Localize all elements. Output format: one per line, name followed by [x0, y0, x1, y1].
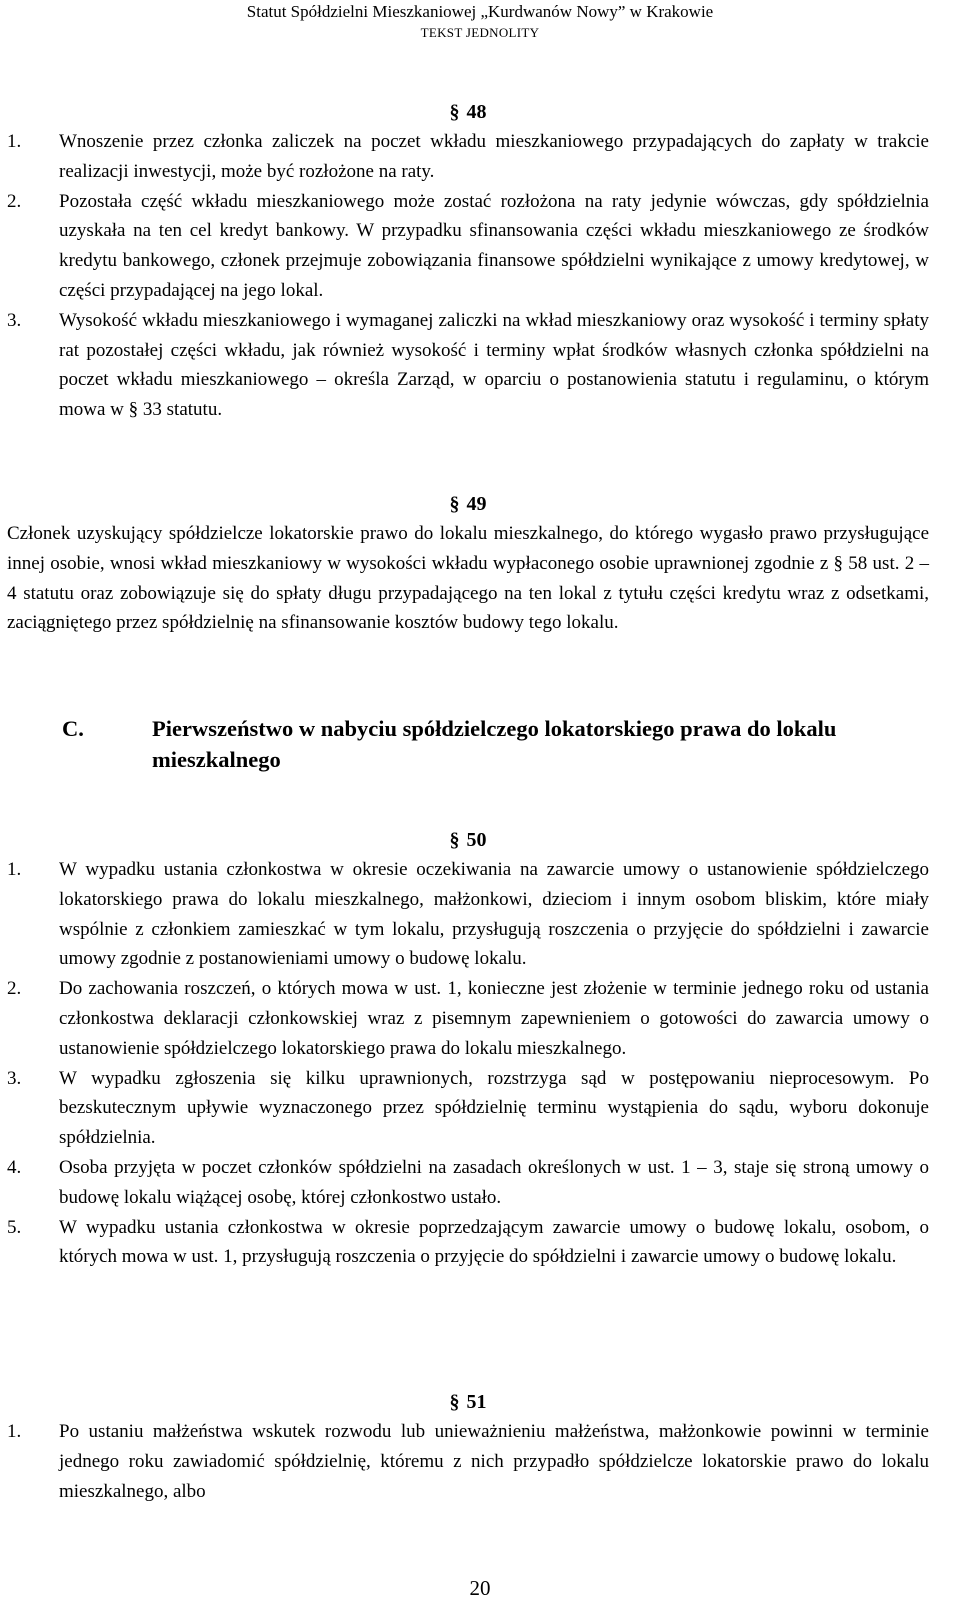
section-symbol: § — [449, 1391, 460, 1413]
item-number: 1. — [7, 1421, 22, 1442]
paragraph-49 — [7, 489, 929, 638]
item-list — [7, 1417, 929, 1506]
item-text: Do zachowania roszczeń, o których mowa w ust. 1, konieczne jest złożenie w terminie jednego roku od ustania członkostwa deklaracji członkowskiej wraz z pisemnym zapewnieniem o gotowości do zawarcia umowy o ustanowienie spółdzielczego lokatorskiego prawa do lokalu mieszkalnego. — [59, 978, 929, 1059]
item-number: 3. — [7, 1067, 22, 1089]
paragraph-text: Członek uzyskujący spółdzielcze lokatorskie prawo do lokalu mieszkalnego, do którego wygasło prawo przysługujące innej osobie, wnosi wkład mieszkaniowy w wysokości wkładu wypłaconego osobie uprawnionej zgodnie z § 58 ust. 2 – 4 statutu oraz zobowiązuje się do spłaty długu przypadającego na ten lokal z tytułu części kredytu wraz z odsetkami, zaciągniętego przez spółdzielnię na sfinansowanie kosztów budowy tego lokalu. — [7, 523, 929, 634]
item-number: 4. — [7, 1156, 22, 1178]
section-symbol: § — [449, 829, 460, 851]
section-title: Pierwszeństwo w nabyciu spółdzielczego lokatorskiego prawa do lokalu mieszkalnego — [152, 716, 837, 772]
item-text: Wysokość wkładu mieszkaniowego i wymaganej zaliczki na wkład mieszkaniowy oraz wysokość i terminy spłaty rat pozostałej części wkładu, jak również wysokość i terminy wpłat środków własnych członka spółdzielni na poczet wkładu mieszkaniowego – określa Zarząd, w oparciu o postanowienia statutu i regulaminu, o którym mowa w § 33 statutu. — [59, 309, 929, 421]
header-title: Statut Spółdzielni Mieszkaniowej „Kurdwanów Nowy” w Krakowie — [246, 2, 714, 21]
page-header — [0, 0, 960, 42]
item-text: Po ustaniu małżeństwa wskutek rozwodu lub unieważnieniu małżeństwa, małżonkowie powinni w terminie jednego roku zawiadomić spółdzielnię, któremu z nich przypadło spółdzielcze lokatorskie prawo do lokalu mieszkalnego, albo — [59, 1421, 929, 1502]
item-text: W wypadku zgłoszenia się kilku uprawnionych, rozstrzyga sąd w postępowaniu nieprocesowym. Po bezskutecznym upływie wyznaczonego przez spółdzielnię terminu wystąpienia do sądu, wyboru dokonuje spółdzielnia. — [59, 1067, 929, 1149]
list-item — [7, 187, 929, 306]
list-item — [7, 1417, 929, 1506]
section-symbol: § — [449, 101, 460, 123]
paragraph-number: 48 — [466, 101, 487, 123]
item-number: 1. — [7, 131, 22, 152]
paragraph-number: 51 — [466, 1391, 487, 1413]
page-number: 20 — [469, 1576, 491, 1600]
list-item — [7, 306, 929, 425]
item-text: W wypadku ustania członkostwa w okresie poprzedzającym zawarcie umowy o budowę lokalu, osobom, o których mowa w ust. 1, przysługują roszczenia o przyjęcie do spółdzielni i zawarcie umowy o budowę lokalu. — [59, 1216, 929, 1268]
paragraph-heading — [7, 1387, 929, 1417]
item-number: 2. — [7, 978, 22, 1000]
list-item — [7, 1213, 929, 1273]
item-list — [7, 127, 929, 425]
item-number: 5. — [7, 1216, 22, 1238]
list-item — [7, 127, 929, 187]
section-c-heading — [62, 713, 930, 775]
item-list — [7, 855, 929, 1272]
item-text: Osoba przyjęta w poczet członków spółdzielni na zasadach określonych w ust. 1 – 3, staje się stroną umowy o budowę lokalu wiążącej osobę, której członkostwo ustało. — [59, 1156, 929, 1208]
list-item — [7, 1064, 929, 1153]
paragraph-heading — [7, 825, 929, 855]
paragraph-number: 49 — [466, 493, 487, 515]
paragraph-heading — [7, 489, 929, 519]
item-number: 3. — [7, 309, 22, 331]
header-subtitle: TEKST JEDNOLITY — [420, 25, 540, 40]
section-symbol: § — [449, 493, 460, 515]
item-text: Wnoszenie przez członka zaliczek na poczet wkładu mieszkaniowego przypadających do zapłaty w trakcie realizacji inwestycji, może być rozłożone na raty. — [59, 131, 929, 182]
item-text: Pozostała część wkładu mieszkaniowego może zostać rozłożona na raty jedynie wówczas, gdy spółdzielnia uzyskała na ten cel kredyt bankowy. W przypadku sfinansowania części wkładu mieszkaniowego ze środków kredytu bankowego, członek przejmuje zobowiązania finansowe spółdzielni wynikające z umowy kredytowej, w części przypadającej na jego lokal. — [59, 190, 929, 301]
item-text: W wypadku ustania członkostwa w okresie oczekiwania na zawarcie umowy o ustanowienie spółdzielczego lokatorskiego prawa do lokalu mieszkalnego, małżonkowi, dzieciom i innym osobom bliskim, które miały wspólnie z członkiem zamieszkać w tym lokalu, przysługują roszczenia o przyjęcie do spółdzielni i zawarcie umowy zgodnie z postanowieniami umowy o budowę lokalu. — [59, 859, 929, 970]
paragraph-number: 50 — [466, 829, 487, 851]
item-number: 1. — [7, 859, 22, 880]
paragraph-heading — [7, 97, 929, 127]
list-item — [7, 855, 929, 974]
paragraph-51 — [7, 1387, 929, 1506]
paragraph-50 — [7, 825, 929, 1272]
list-item — [7, 974, 929, 1063]
paragraph-48 — [7, 97, 929, 425]
section-letter: C. — [62, 716, 84, 741]
item-number: 2. — [7, 190, 22, 212]
list-item — [7, 1153, 929, 1213]
